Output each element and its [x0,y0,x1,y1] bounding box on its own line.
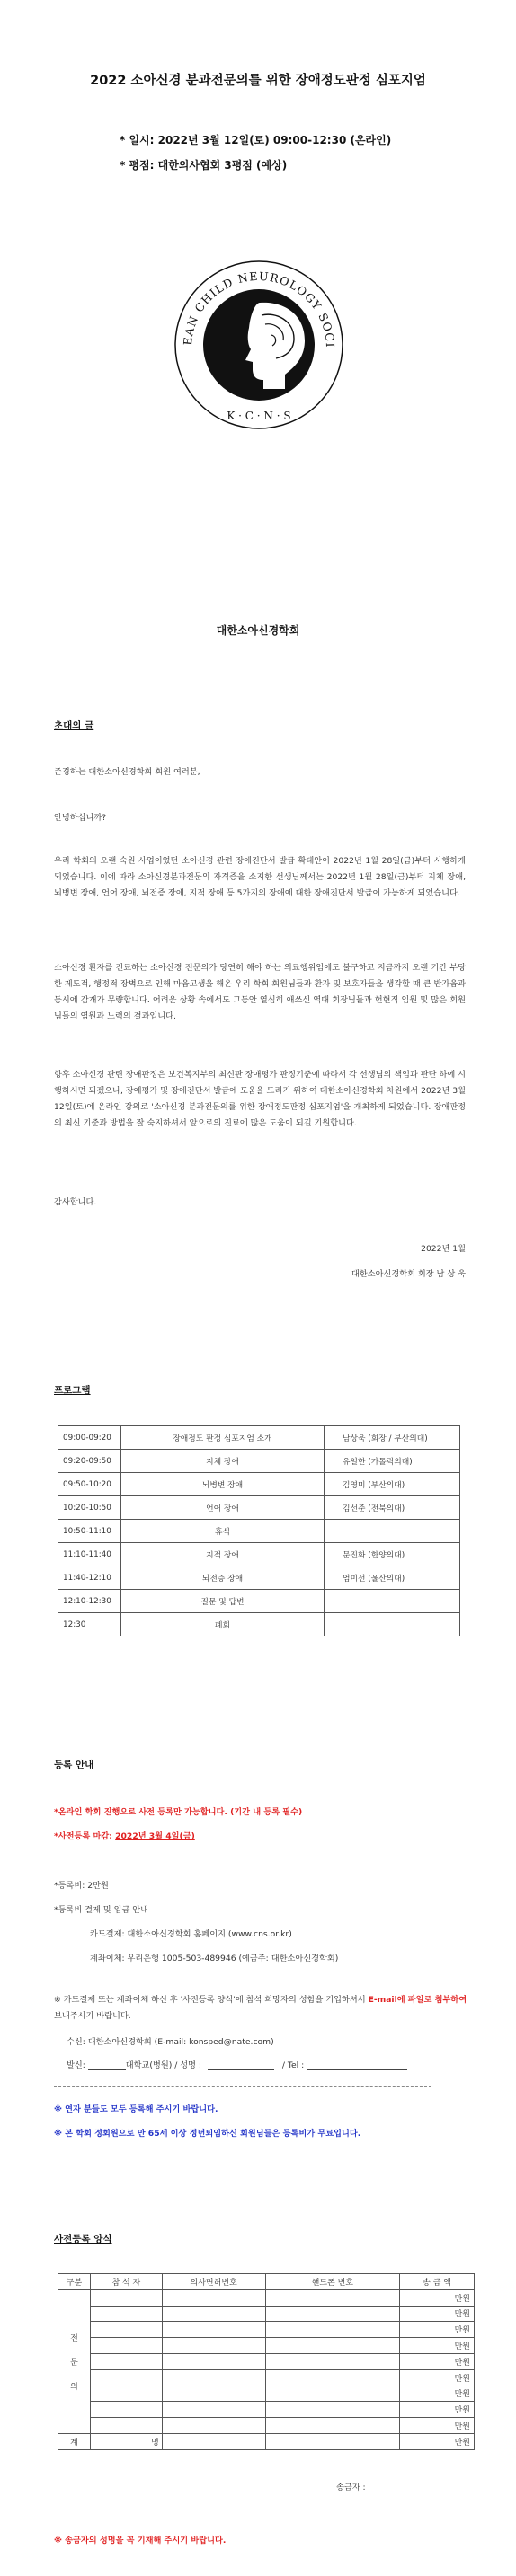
invitation-paragraph-2: 소아신경 환자를 진료하는 소아신경 전문의가 당연히 해야 하는 의료행위임에도 불구하고 지금까지 오랜 기간 부당한 제도적, 행정적 장벽으로 인해 마음고생을 해온 우리 학회 회원님들과 환자 및 보호자들을 생각할 때 큰 반가움과 동시에 감개가 무량합니다. 어려운 상황 속에서도 그동안 열심히 애쓰신 역대 회장님들과 헌현직 임원 및 많은 회원님들의 염원과 노력의 결과입니다. [54,963,466,1021]
deadline-label: *사전등록 마감: [54,1831,116,1841]
program-row [58,1590,460,1613]
form-row [58,2289,475,2306]
senior-notice: ※ 본 학회 정회원으로 만 65세 이상 정년퇴임하신 회원님들은 등록비가 무료입니다. [54,2129,361,2139]
greeting: 존경하는 대한소아신경학회 회원 여러분, [54,767,200,777]
form-category-char: 문 [70,2358,78,2368]
form-amount-cell[interactable]: 만원 [400,2306,475,2322]
program-row [58,1426,460,1450]
invitation-paragraph-3: 향후 소아신경 관련 장애판정은 보건복지부의 최신판 장애평가 판정기준에 따라서 각 선생님의 책임과 판단 하에 시행하시면 되겠으나, 장애평가 및 장애진단서 발급에 도움을 드리기 위하여 대한소아신경학회 차원에서 2022년 3월 12일(토)에 온라인 강의로 '소아신경 분과전문의를 위한 장애정도판정 심포지엄'을 개최하게 되었습니다. 장애판정의 최신 기준과 방법을 잘 숙지하셔서 앞으로의 진료에 많은 도움이 되길 기원합니다. [54,1070,467,1128]
form-name-cell[interactable] [90,2418,162,2434]
sender-tel-blank[interactable] [307,2069,407,2070]
form-total-blank [162,2433,265,2449]
form-name-cell[interactable] [90,2306,162,2322]
form-phone-cell[interactable] [265,2306,400,2322]
program-topic: 뇌병변 장애 [121,1473,325,1496]
instruction-email: E-mail에 파일로 첨부하여 [368,1995,467,2005]
form-category-cell [58,2289,91,2433]
kcns-seal-icon [170,258,348,431]
sender-tel-label: / Tel : [281,2060,305,2070]
form-row [58,2386,475,2402]
form-name-cell[interactable] [90,2386,162,2402]
form-header-cell: 핸드폰 번호 [265,2274,400,2290]
form-license-cell[interactable] [162,2289,265,2306]
seal-ring-text: EAN CHILD NEUROLOGY SOCI [180,269,338,348]
form-row [58,2322,475,2338]
form-header-cell: 의사면허번호 [162,2274,265,2290]
form-phone-cell[interactable] [265,2418,400,2434]
recipient: 수신: 대한소아신경학회 (E-mail: konsped@nate.com) [67,2037,274,2047]
form-license-cell[interactable] [162,2402,265,2418]
event-credit: * 평점: 대한의사협회 3평점 (예상) [120,159,288,172]
remitter-label: 송금자 : [336,2483,366,2492]
form-name-cell[interactable] [90,2353,162,2369]
form-amount-cell[interactable]: 만원 [400,2369,475,2386]
form-total-blank [265,2433,400,2449]
form-category-char: 의 [70,2382,78,2392]
program-heading: 프로그램 [54,1385,91,1396]
instruction-text-end: 보내주시기 바랍니다. [54,2011,131,2021]
program-row [58,1520,460,1543]
instruction-text: ※ 카드결제 또는 계좌이체 하신 후 '사전등록 양식'에 참석 희망자의 성함을 기입하셔서 [54,1995,369,2005]
form-row [58,2402,475,2418]
sender-name-blank[interactable] [208,2069,274,2070]
form-amount-cell[interactable]: 만원 [400,2353,475,2369]
form-row [58,2306,475,2322]
program-topic: 휴식 [121,1520,325,1543]
form-name-cell[interactable] [90,2369,162,2386]
form-phone-cell[interactable] [265,2338,400,2354]
program-speaker: 김선준 (전북의대) [325,1496,460,1520]
payment-heading: *등록비 결제 및 입금 안내 [54,1905,149,1915]
form-header-cell: 송 금 액 [400,2274,475,2290]
program-topic: 지적 장애 [121,1543,325,1566]
invitation-heading: 초대의 글 [54,720,94,731]
program-time: 12:30 [58,1613,121,1636]
form-amount-cell[interactable]: 만원 [400,2322,475,2338]
registration-heading: 등록 안내 [54,1760,94,1770]
form-row [58,2369,475,2386]
form-total-label: 계 [58,2433,91,2449]
form-name-cell[interactable] [90,2289,162,2306]
form-total-row [58,2433,475,2449]
program-topic: 언어 장애 [121,1496,325,1520]
form-header-row [58,2274,475,2290]
program-row [58,1450,460,1473]
form-total-count[interactable]: 명 [90,2433,162,2449]
program-time: 09:00-09:20 [58,1426,121,1450]
fee: *등록비: 2만원 [54,1881,109,1891]
form-row [58,2418,475,2434]
sender-univ-label: 대학교(병원) / 성명 : [125,2060,202,2070]
divider [54,2086,431,2087]
seal-letters: K · C · N · S [227,410,291,422]
form-license-cell[interactable] [162,2353,265,2369]
thanks: 감사합니다. [54,1197,97,1207]
form-row [58,2353,475,2369]
form-phone-cell[interactable] [265,2369,400,2386]
form-license-cell[interactable] [162,2369,265,2386]
program-time: 09:20-09:50 [58,1450,121,1473]
form-license-cell[interactable] [162,2306,265,2322]
event-date: * 일시: 2022년 3월 12일(토) 09:00-12:30 (온라인) [120,134,392,146]
program-topic: 지체 장애 [121,1450,325,1473]
speaker-notice: ※ 연자 분들도 모두 등록해 주시기 바랍니다. [54,2104,218,2114]
program-row [58,1613,460,1636]
form-license-cell[interactable] [162,2418,265,2434]
form-phone-cell[interactable] [265,2289,400,2306]
program-time: 11:40-12:10 [58,1566,121,1590]
sender-univ-blank[interactable] [88,2069,126,2070]
form-amount-cell[interactable]: 만원 [400,2418,475,2434]
card-payment: 카드결제: 대한소아신경학회 홈페이지 (www.cns.or.kr) [90,1929,292,1939]
form-name-cell[interactable] [90,2402,162,2418]
sender-label: 발신: [67,2060,85,2070]
program-speaker: 김영미 (부산의대) [325,1473,460,1496]
registration-form-table [58,2273,475,2450]
program-speaker: 유일한 (가톨릭의대) [325,1450,460,1473]
program-topic: 폐회 [121,1613,325,1636]
remitter-line [336,2480,455,2492]
form-category-char: 전 [70,2333,78,2343]
program-time: 11:10-11:40 [58,1543,121,1566]
form-amount-cell[interactable]: 만원 [400,2338,475,2354]
bank-transfer: 계좌이체: 우리은행 1005-503-489946 (예금주: 대한소아신경학회) [90,1954,339,1963]
deadline-notice [54,1829,195,1841]
form-row [58,2338,475,2354]
program-table [58,1425,460,1636]
program-topic: 장애정도 판정 심포지엄 소개 [121,1426,325,1450]
hello: 안녕하십니까? [54,813,107,823]
instruction [54,1992,469,2025]
program-topic: 질문 및 답변 [121,1590,325,1613]
page-title: 2022 소아신경 분과전문의를 위한 장애정도판정 심포지엄 [90,74,426,88]
form-amount-cell[interactable]: 만원 [400,2402,475,2418]
form-total-amount[interactable]: 만원 [400,2433,475,2449]
form-amount-cell[interactable]: 만원 [400,2386,475,2402]
program-speaker: 엄미선 (울산의대) [325,1566,460,1590]
form-amount-cell[interactable]: 만원 [400,2289,475,2306]
program-time: 12:10-12:30 [58,1590,121,1613]
form-license-cell[interactable] [162,2338,265,2354]
program-speaker [325,1613,460,1636]
form-header-cell: 구분 [58,2274,91,2290]
program-speaker: 문진화 (한양의대) [325,1543,460,1566]
program-row [58,1496,460,1520]
form-phone-cell[interactable] [265,2322,400,2338]
form-phone-cell[interactable] [265,2353,400,2369]
deadline-date: 2022년 3월 4일(금) [115,1831,195,1841]
form-license-cell[interactable] [162,2322,265,2338]
form-phone-cell[interactable] [265,2386,400,2402]
program-row [58,1566,460,1590]
program-row [58,1543,460,1566]
signature: 대한소아신경학회 회장 남 상 욱 [351,1269,466,1279]
form-heading: 사전등록 양식 [54,2234,112,2245]
form-name-cell[interactable] [90,2322,162,2338]
remitter-note: ※ 송금자의 성명을 꼭 기재해 주시기 바랍니다. [54,2536,227,2545]
form-phone-cell[interactable] [265,2402,400,2418]
org-name: 대한소아신경학회 [216,624,300,637]
program-speaker: 남상욱 (회장 / 부산의대) [325,1426,460,1450]
form-header-cell: 참 석 자 [90,2274,162,2290]
program-time: 10:50-11:10 [58,1520,121,1543]
program-topic: 뇌전증 장애 [121,1566,325,1590]
letter-date: 2022년 1월 [421,1244,466,1254]
form-name-cell[interactable] [90,2338,162,2354]
program-time: 10:20-10:50 [58,1496,121,1520]
form-license-cell[interactable] [162,2386,265,2402]
program-speaker [325,1590,460,1613]
program-row [58,1473,460,1496]
sender-line [67,2058,407,2070]
program-time: 09:50-10:20 [58,1473,121,1496]
invitation-paragraph-1: 우리 학회의 오랜 숙원 사업이었던 소아신경 관련 장애진단서 발급 확대안이 2022년 1월 28일(금)부터 시행하게 되었습니다. 이에 따라 소아신경분과전문의 자격증을 소지한 선생님께서는 2022년 1월 28일(금)부터 지체 장애, 뇌병변 장애, 언어 장애, 뇌전증 장애, 지적 장애 등 5가지의 장애에 대한 장애진단서 발급이 가능하게 되었습니다. [54,856,466,898]
program-speaker [325,1520,460,1543]
online-notice: *온라인 학회 진행으로 사전 등록만 가능합니다. (기간 내 등록 필수) [54,1807,303,1817]
